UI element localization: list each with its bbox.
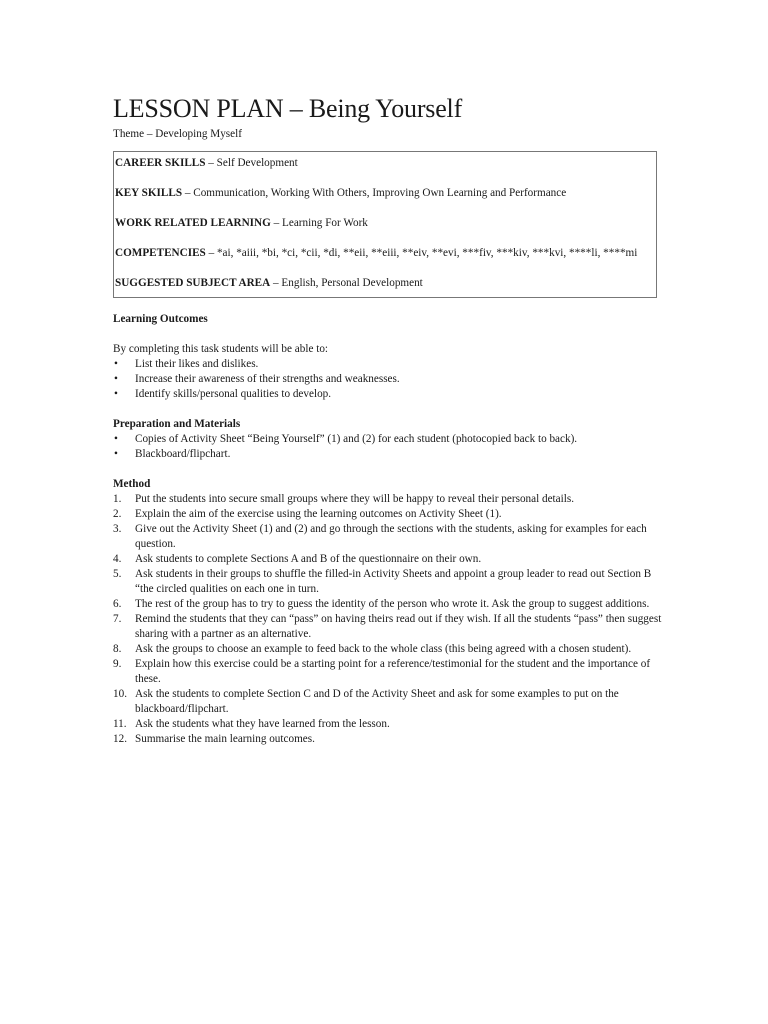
list-item: 2. Explain the aim of the exercise using the learning outcomes on Activity Sheet (1). xyxy=(113,508,502,520)
list-item: 8. Ask the groups to choose an example to feed back to the whole class (this being agreed with a chosen student). xyxy=(113,643,632,655)
list-item: 1. Put the students into secure small groups where they will be happy to reveal their personal details. xyxy=(113,493,575,505)
subject-area-row xyxy=(115,276,651,291)
skills-box xyxy=(113,151,657,298)
lesson-plan-page xyxy=(113,92,663,747)
list-item: 4. Ask students to complete Sections A and B of the questionnaire on their own. xyxy=(113,553,482,565)
list-item: • Increase their awareness of their strengths and weaknesses. xyxy=(114,373,400,385)
list-item: 12. Summarise the main learning outcomes. xyxy=(113,733,315,745)
career-skills-row xyxy=(115,156,651,171)
bullet-icon: • xyxy=(114,373,118,385)
competencies-label: COMPETENCIES xyxy=(115,247,206,259)
preparation-heading: Preparation and Materials xyxy=(113,418,241,430)
competencies-value: – *ai, *aiii, *bi, *ci, *cii, *di, **eii, **eiii, **eiv, **evi, ***fiv, ***kiv, ***kvi, ****li, ****mi xyxy=(205,247,638,259)
bullet-icon: • xyxy=(114,388,118,400)
learning-outcomes-heading: Learning Outcomes xyxy=(113,313,208,325)
list-item: 9. Explain how this exercise could be a starting point for a reference/testimonial for the student and the importance of these. xyxy=(113,658,651,685)
list-item: 3. Give out the Activity Sheet (1) and (2) and go through the sections with the students, asking for examples for each question. xyxy=(113,523,647,550)
subject-area-value: – English, Personal Development xyxy=(270,277,423,289)
key-skills-value: – Communication, Working With Others, Improving Own Learning and Performance xyxy=(182,187,567,199)
theme-line: Theme – Developing Myself xyxy=(113,128,242,140)
list-item: 11. Ask the students what they have learned from the lesson. xyxy=(113,718,390,730)
method-heading: Method xyxy=(113,478,151,490)
list-item: 5. Ask students in their groups to shuffle the filled-in Activity Sheets and appoint a group leader to read out Section B “the circled qualities on each one in turn. xyxy=(113,568,652,595)
career-skills-value: – Self Development xyxy=(205,157,298,169)
key-skills-label: KEY SKILLS xyxy=(115,187,183,199)
list-item: • List their likes and dislikes. xyxy=(114,358,259,370)
work-learning-label: WORK RELATED LEARNING xyxy=(115,217,271,229)
method-steps-list xyxy=(113,492,663,747)
work-learning-value: – Learning For Work xyxy=(270,217,368,229)
page-title: LESSON PLAN – Being Yourself xyxy=(113,94,463,123)
list-item: • Identify skills/personal qualities to develop. xyxy=(114,388,332,400)
competencies-row xyxy=(115,246,651,261)
list-item: 6. The rest of the group has to try to guess the identity of the person who wrote it. Ask the group to suggest additions. xyxy=(113,598,650,610)
career-skills-label: CAREER SKILLS xyxy=(115,157,206,169)
learning-outcomes-list xyxy=(113,357,663,402)
subject-area-label: SUGGESTED SUBJECT AREA xyxy=(115,277,271,289)
bullet-icon: • xyxy=(114,448,118,460)
learning-intro: By completing this task students will be able to: xyxy=(113,343,329,355)
work-learning-row xyxy=(115,216,651,231)
key-skills-row xyxy=(115,186,651,201)
list-item: 10. Ask the students to complete Section C and D of the Activity Sheet and ask for some examples to put on the blackboard/flipchart. xyxy=(113,688,619,715)
list-item: • Copies of Activity Sheet “Being Yourself” (1) and (2) for each student (photocopied back to back). xyxy=(114,433,578,445)
preparation-list xyxy=(113,432,663,462)
bullet-icon: • xyxy=(114,358,118,370)
bullet-icon: • xyxy=(114,433,118,445)
list-item: 7. Remind the students that they can “pass” on having theirs read out if they wish. If all the students “pass” then suggest sharing with a partner as an alternative. xyxy=(113,613,662,640)
list-item: • Blackboard/flipchart. xyxy=(114,448,231,460)
